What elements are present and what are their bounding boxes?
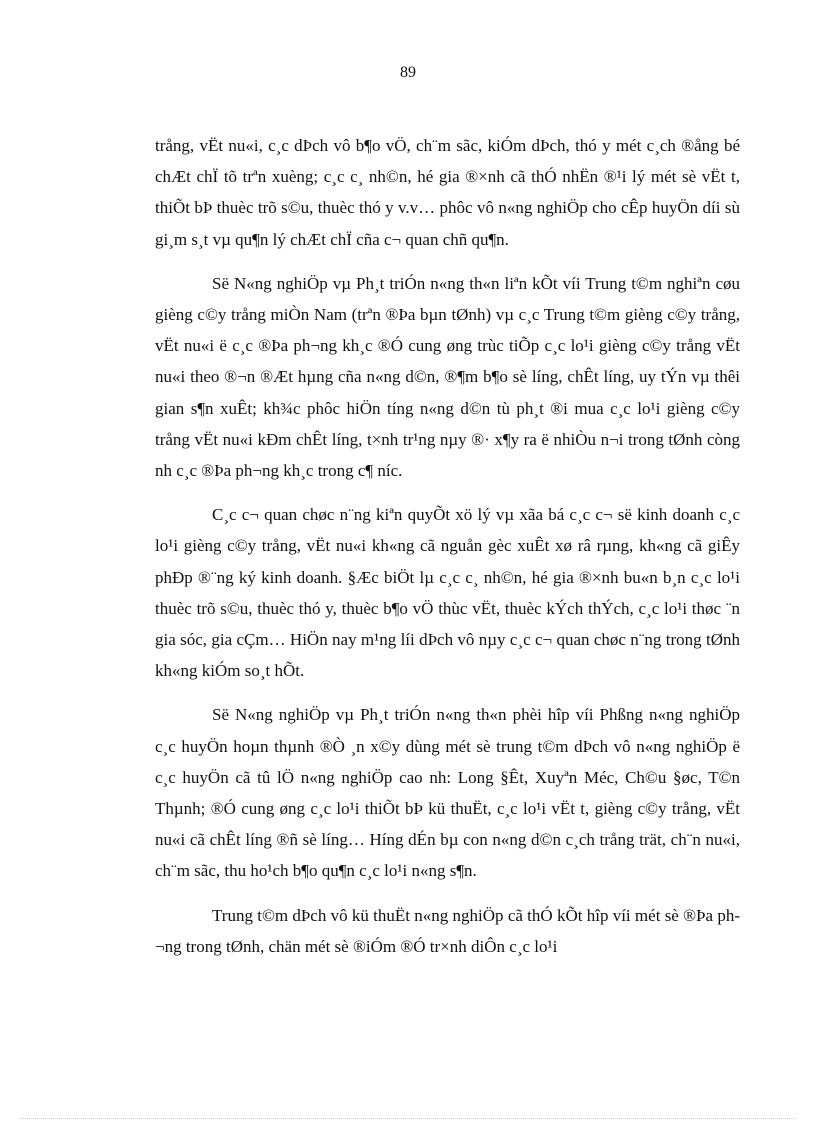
paragraph-1: trång, vËt nu«i, c¸c dÞch vô b¶o vÖ, ch¨m sãc, kiÓm dÞch, thó y mét c¸ch ®ång bé chÆt chÏ tõ trªn xuèng; c¸c c¸ nh©n, hé gia ®×nh cã thÓ nhËn ®¹i lý mét sè vËt t, thiÕt bÞ thuèc trõ s©u, thuèc thó y v.v… phôc vô n«ng nghiÖp cho cÊp huyÖn díi sù gi¸m s¸t vµ qu¶n lý chÆt chÏ cña c¬ quan chñ qu¶n. (155, 136, 740, 249)
paragraph-4: Së N«ng nghiÖp vµ Ph¸t triÓn n«ng th«n phèi hîp víi Phßng n«ng nghiÖp c¸c huyÖn hoµn thµnh ®Ò ¸n x©y dùng mét sè trung t©m dÞch vô n«ng nghiÖp ë c¸c huyÖn cã tû lÖ n«ng nghiÖp cao nh: Long §Êt, Xuyªn Méc, Ch©u §øc, T©n Thµnh; ®Ó cung øng c¸c lo¹i thiÕt bÞ kü thuËt, c¸c lo¹i vËt t, gièng c©y trång, vËt nu«i cã chÊt líng ®ñ sè líng… Híng dÉn bµ con n«ng d©n c¸ch trång trät, ch¨n nu«i, ch¨m sãc, thu ho¹ch b¶o qu¶n c¸c lo¹i n«ng s¶n. (155, 705, 740, 881)
page-bottom-divider (20, 1118, 796, 1119)
document-body (155, 130, 740, 962)
paragraph-3: C¸c c¬ quan chøc n¨ng kiªn quyÕt xö lý vµ xãa bá c¸c c¬ së kinh doanh c¸c lo¹i gièng c©y trång, vËt nu«i kh«ng cã nguån gèc xuÊt xø râ rµng, kh«ng cã giÊy phÐp ®¨ng ký kinh doanh. §Æc biÖt lµ c¸c c¸ nh©n, hé gia ®×nh bu«n b¸n c¸c lo¹i thuèc trõ s©u, thuèc thó y, thuèc b¶o vÖ thùc vËt, thuèc kÝch thÝch, c¸c lo¹i thøc ¨n gia sóc, gia cÇm… HiÖn nay m¹ng líi dÞch vô nµy c¸c c¬ quan chøc n¨ng trong tØnh kh«ng kiÓm so¸t hÕt. (155, 505, 740, 681)
paragraph-5: Trung t©m dÞch vô kü thuËt n«ng nghiÖp cã thÓ kÕt hîp víi mét sè ®Þa ph¬ng trong tØnh, chän mét sè ®iÓm ®Ó tr×nh diÔn c¸c lo¹i (155, 905, 740, 956)
page-number: 89 (400, 64, 416, 81)
paragraph-2: Së N«ng nghiÖp vµ Ph¸t triÓn n«ng th«n liªn kÕt víi Trung t©m nghiªn cøu gièng c©y trång miÒn Nam (trªn ®Þa bµn tØnh) vµ c¸c Trung t©m gièng c©y trång, vËt nu«i ë c¸c ®Þa ph¬ng kh¸c ®Ó cung øng trùc tiÕp c¸c lo¹i gièng c©y trång vËt nu«i theo ®¬n ®Æt hµng cña n«ng d©n, ®¶m b¶o sè líng, chÊt líng, uy tÝn vµ thêi gian s¶n xuÊt; kh¾c phôc hiÖn tíng n«ng d©n tù ph¸t ®i mua c¸c lo¹i gièng c©y trång vËt nu«i kÐm chÊt líng, t×nh tr¹ng nµy ®· x¶y ra ë nhiÒu n¬i trong tØnh còng nh c¸c ®Þa ph¬ng kh¸c trong c¶ níc. (155, 273, 740, 481)
